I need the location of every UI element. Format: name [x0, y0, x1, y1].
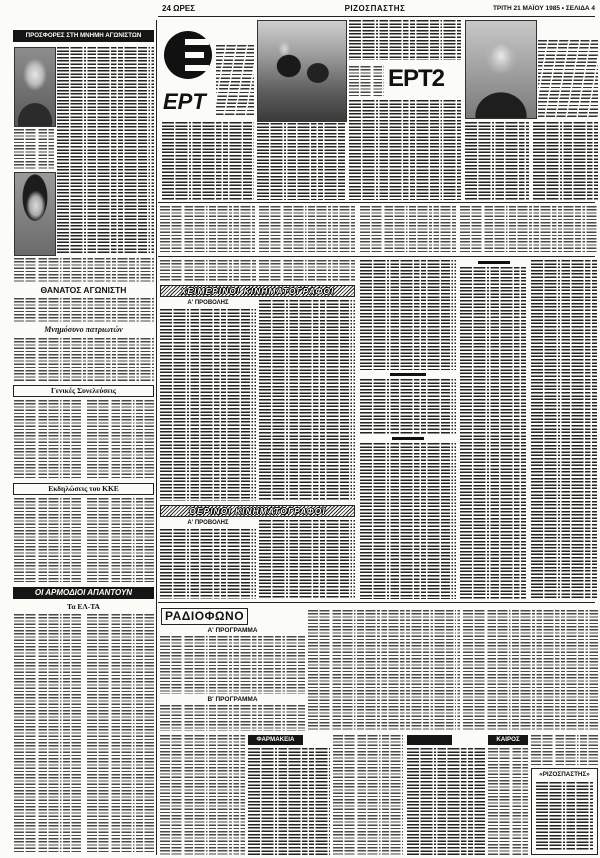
article-body: [14, 258, 154, 282]
subscription-details: [536, 782, 593, 850]
memorial-heading: Μνημόσυνο πατριωτών: [44, 325, 123, 334]
subsection-label: [392, 437, 424, 440]
weather-report: [531, 735, 598, 765]
radio-schedule: [160, 735, 245, 855]
listing-band: [259, 206, 355, 252]
section-rule: [158, 202, 595, 203]
death-heading: ΘΑΝΑΤΟΣ ΑΓΩΝΙΣΤΗ: [40, 285, 127, 295]
header-rule: [158, 16, 595, 17]
photo-caption: [538, 40, 598, 117]
ert2-program-listing: [349, 100, 461, 200]
radio-schedule: [160, 636, 305, 694]
radio-schedule: [160, 705, 305, 731]
newspaper-name: ΡΙΖΟΣΠΑΣΤΗΣ: [344, 4, 406, 13]
cinema-listing: [360, 260, 456, 370]
assemblies-heading: Γενικές Συνελεύσεις: [13, 385, 154, 397]
ert2-program-listing: [533, 122, 598, 200]
offers-heading: ΠΡΟΣΦΟΡΕΣ ΣΤΗ ΜΝΗΜΗ ΑΓΩΝΙΣΤΩΝ: [13, 30, 154, 42]
photo-portrait-1: [14, 47, 56, 127]
article-body: [87, 614, 154, 854]
subsection-label: [478, 261, 510, 264]
section-rule: [158, 256, 595, 257]
summer-cinemas-banner: ΘΕΡΙΝΟΙ ΚΙΝΗΜΑΤΟΓΡΑΦΟΙ: [160, 505, 355, 517]
radio-schedule: [308, 610, 460, 731]
cinema-listing: [531, 260, 598, 599]
photo-portrait-2: [14, 172, 56, 256]
ert2-program-listing: [349, 66, 384, 96]
article-body: [14, 298, 154, 323]
article-body: [14, 498, 81, 582]
page-section-title: 24 ΩΡΕΣ: [162, 4, 196, 13]
first-run-label: Α' ΠΡΟΒΟΛΗΣ: [187, 300, 229, 306]
ert2-program-listing: [349, 20, 461, 60]
ert-program-listing: [257, 123, 345, 200]
listing-band: [460, 206, 598, 252]
cinema-listing: [360, 379, 456, 434]
cinema-listing: [259, 260, 355, 282]
pharmacies-heading: ΦΑΡΜΑΚΕΙΑ: [248, 735, 303, 745]
offers-list: [57, 47, 154, 254]
program-a-heading: Α' ΠΡΟΓΡΑΜΜΑ: [207, 627, 258, 634]
photo-horse-race: [257, 20, 347, 122]
article-body: [14, 338, 154, 382]
ert2-logo-text: ΕΡΤ2: [388, 65, 445, 92]
cinema-listing: [259, 520, 355, 599]
article-body: [87, 400, 154, 480]
cinema-listing: [160, 260, 256, 282]
article-body: [87, 498, 154, 582]
program-b-heading: Β' ΠΡΟΓΡΑΜΜΑ: [207, 696, 258, 703]
ert2-program-listing: [465, 122, 529, 200]
photo-portrait-man: [465, 20, 537, 119]
weather-heading: ΚΑΙΡΟΣ: [488, 735, 528, 745]
listing-band: [160, 206, 255, 252]
issue-date: ΤΡΙΤΗ 21 ΜΑΪΟΥ 1985 • ΣΕΛΙΔΑ 4: [492, 5, 595, 12]
info-list: [333, 735, 403, 855]
section-rule: [158, 602, 595, 603]
events-heading: Εκδηλώσεις του ΚΚΕ: [13, 483, 154, 495]
article-body: [14, 400, 81, 480]
listing-band: [360, 206, 456, 252]
cinema-listing: [360, 443, 456, 599]
pharmacies-list: [248, 748, 330, 855]
ert-logo-text: ΕΡΤ: [163, 89, 206, 114]
column-divider: [156, 20, 157, 855]
subscription-heading: «ΡΙΖΟΣΠΑΣΤΗΣ»: [539, 771, 590, 778]
ert-program-listing: [162, 122, 254, 200]
info-list: [407, 748, 485, 855]
first-run-label: Α' ΠΡΟΒΟΛΗΣ: [187, 520, 229, 526]
photo-caption: [216, 45, 254, 117]
cinema-listing: [460, 267, 527, 599]
cinema-listing: [160, 309, 256, 501]
weather-report: [488, 748, 528, 855]
radio-schedule: [463, 610, 598, 731]
officials-heading: ΟΙ ΑΡΜΟΔΙΟΙ ΑΠΑΝΤΟΥΝ: [13, 587, 154, 599]
winter-cinemas-banner: ΧΕΙΜΕΡΙΝΟΙ ΚΙΝΗΜΑΤΟΓΡΑΦΟΙ: [160, 285, 355, 297]
radio-heading: ΡΑΔΙΟΦΩΝΟ: [161, 608, 248, 625]
cinema-listing: [259, 300, 355, 501]
article-body: [14, 614, 81, 854]
info-box-heading: [407, 735, 452, 745]
ert-logo-icon: [163, 22, 213, 88]
subsection-label: [390, 373, 426, 376]
article-body: [14, 129, 54, 169]
cinema-listing: [160, 529, 256, 599]
elta-heading: Τα ΕΛ-ΤΑ: [67, 602, 100, 611]
